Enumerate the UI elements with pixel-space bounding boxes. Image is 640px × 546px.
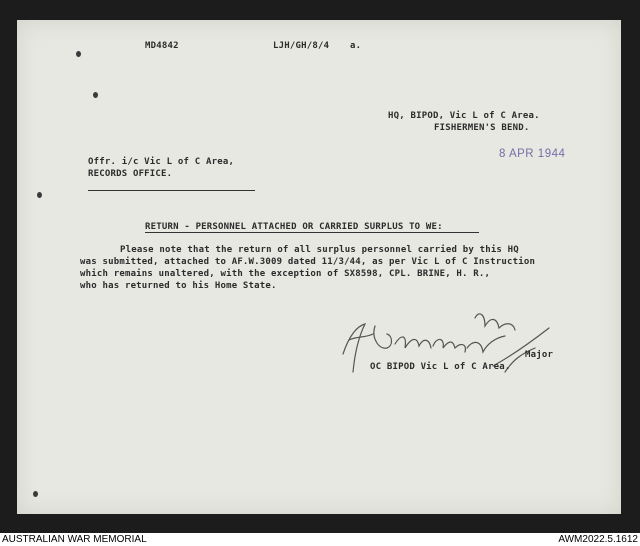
subject-underline (145, 232, 479, 233)
signatory-block: OC BIPOD Vic L of C Area. (370, 362, 511, 372)
address-divider (88, 190, 255, 191)
file-reference: MD4842 (145, 41, 179, 51)
signatory-rank: Major (525, 350, 554, 360)
body-paragraph (80, 244, 600, 292)
file-reference-code: LJH/GH/8/4 (273, 41, 330, 51)
archive-footer (0, 533, 640, 546)
punch-hole-left (37, 192, 42, 198)
body-line-3: which remains unaltered, with the exception of SX8598, CPL. BRINE, H. R., (80, 269, 491, 279)
punch-hole-mid (93, 92, 98, 98)
punch-hole-top (76, 51, 81, 57)
sender-address-line2: FISHERMEN'S BEND. (434, 123, 530, 133)
body-line-4: who has returned to his Home State. (80, 281, 277, 291)
recipient-line1: Offr. i/c Vic L of C Area, (88, 157, 235, 167)
punch-hole-bottom (33, 491, 38, 497)
recipient-line2: RECORDS OFFICE. (88, 169, 173, 179)
catalog-id: AWM2022.5.1612 (558, 534, 638, 545)
file-reference-suffix: a. (350, 41, 362, 51)
date-stamp: 8 APR 1944 (499, 148, 566, 160)
institution-label: AUSTRALIAN WAR MEMORIAL (2, 534, 147, 545)
subject-heading: RETURN - PERSONNEL ATTACHED OR CARRIED SURPLUS TO WE: (145, 222, 443, 232)
body-line-1: Please note that the return of all surplus personnel carried by this HQ (120, 245, 519, 255)
body-line-2: was submitted, attached to AF.W.3009 dated 11/3/44, as per Vic L of C Instruction (80, 257, 536, 267)
sender-address-line1: HQ, BIPOD, Vic L of C Area. (388, 111, 540, 121)
